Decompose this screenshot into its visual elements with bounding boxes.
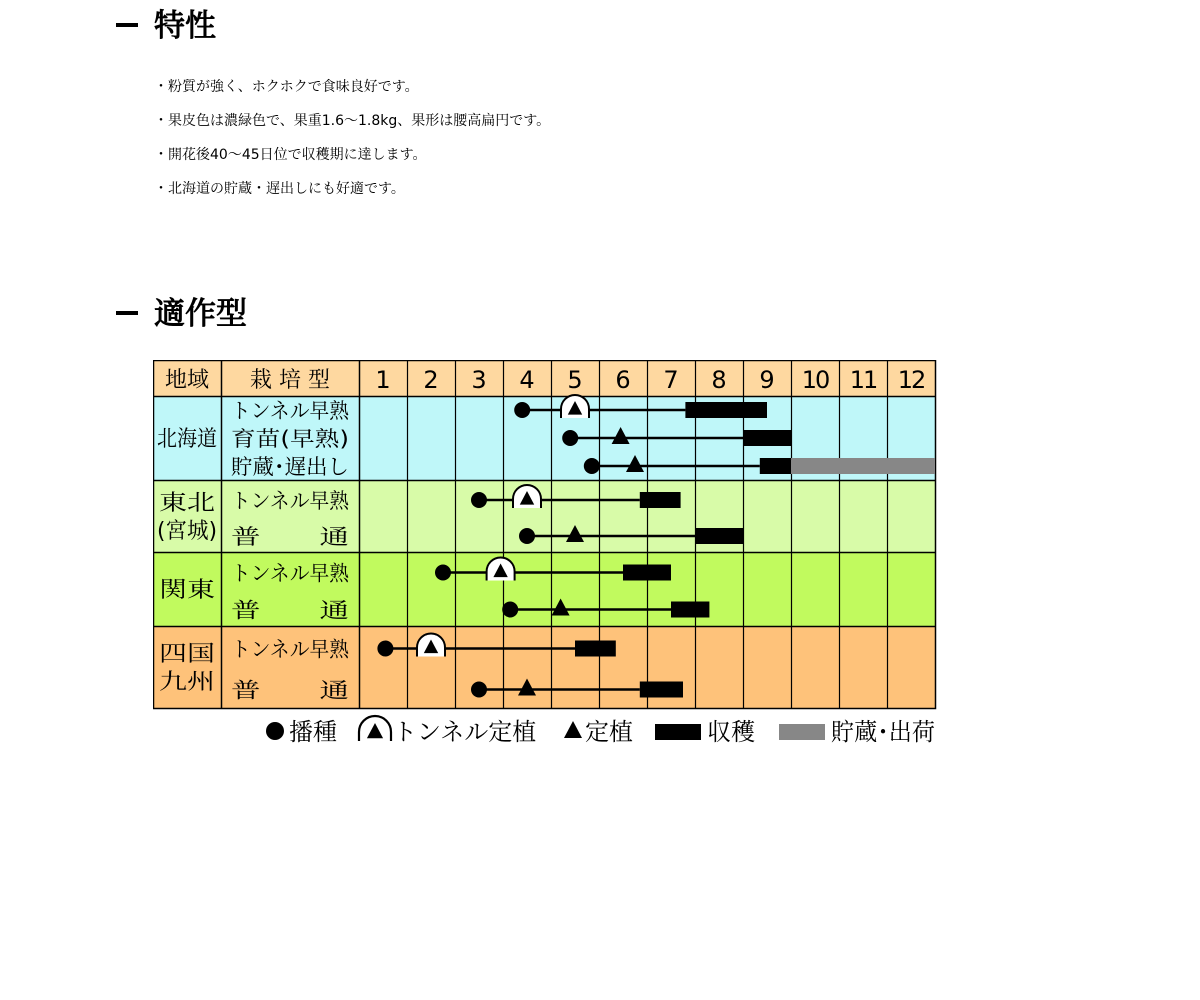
harvest-bar-1-1 (695, 528, 743, 544)
sow-point-0-0 (514, 402, 530, 418)
month-label-4: 4 (519, 366, 535, 394)
legend-storage-label: 貯蔵･出荷 (831, 718, 935, 746)
month-label-10: 10 (801, 366, 829, 394)
region-name-3-0: 四国 (159, 642, 215, 667)
type-label-3-1: 普 通 (231, 678, 349, 703)
harvest-bar-2-1 (671, 602, 709, 618)
sow-point-3-1 (471, 682, 487, 698)
feature-list (154, 78, 550, 214)
month-label-11: 11 (849, 366, 877, 394)
cropping-heading (116, 296, 247, 332)
legend-harvest-icon (655, 724, 701, 740)
storage-bar-0-2 (791, 458, 935, 474)
region-name-2-0: 関東 (159, 578, 215, 603)
feature-item: ・粉質が強く、ホクホクで食味良好です。 (154, 79, 419, 95)
month-label-2: 2 (423, 366, 439, 394)
month-label-12: 12 (897, 366, 925, 394)
month-label-1: 1 (375, 366, 391, 394)
schedule-svg (153, 360, 939, 750)
month-label-9: 9 (759, 366, 775, 394)
feature-item: ・北海道の貯蔵・遅出しにも好適です。 (154, 181, 405, 197)
region-name-3-1: 九州 (159, 670, 215, 695)
month-label-6: 6 (615, 366, 631, 394)
features-title: 特性 (154, 8, 216, 44)
sow-point-0-1 (562, 430, 578, 446)
feature-item: ・開花後40〜45日位で収穫期に達します。 (154, 147, 427, 163)
type-label-1-0: トンネル早熟 (231, 489, 350, 513)
legend-tunnel-label: トンネル定植 (393, 718, 537, 746)
harvest-bar-0-0 (685, 402, 767, 418)
legend-sow-icon (266, 722, 284, 740)
month-label-8: 8 (711, 366, 727, 394)
legend-sow-label: 播種 (289, 718, 337, 746)
cropping-schedule-chart (153, 360, 939, 754)
sow-point-2-1 (502, 602, 518, 618)
sow-point-2-0 (435, 565, 451, 581)
legend-storage-icon (779, 724, 825, 740)
month-label-3: 3 (471, 366, 487, 394)
type-label-0-1: 育苗(早熟) (231, 427, 349, 451)
sow-point-3-0 (377, 641, 393, 657)
harvest-bar-2-0 (623, 565, 671, 581)
header-type-label: 栽 培 型 (250, 368, 330, 393)
features-heading (116, 8, 216, 44)
feature-item: ・果皮色は濃緑色で、果重1.6〜1.8kg、果形は腰高扁円です。 (154, 113, 551, 129)
harvest-bar-0-1 (743, 430, 791, 446)
cropping-title: 適作型 (154, 296, 247, 332)
month-label-7: 7 (663, 366, 679, 394)
legend-plant-icon (564, 721, 582, 738)
type-label-2-1: 普 通 (231, 598, 349, 623)
heading-dash-icon (116, 311, 138, 315)
sow-point-0-2 (584, 458, 600, 474)
month-label-5: 5 (567, 366, 583, 394)
type-label-1-1: 普 通 (231, 525, 349, 549)
harvest-bar-0-2 (760, 458, 791, 474)
heading-dash-icon (116, 23, 138, 27)
type-label-3-0: トンネル早熟 (231, 637, 350, 662)
harvest-bar-1-0 (640, 492, 681, 508)
type-label-0-2: 貯蔵･遅出し (231, 455, 349, 479)
sow-point-1-0 (471, 492, 487, 508)
region-name-1-1: (宮城) (157, 519, 217, 544)
legend-plant-label: 定植 (585, 718, 633, 746)
sow-point-1-1 (519, 528, 535, 544)
header-region-label: 地域 (164, 368, 210, 393)
type-label-2-0: トンネル早熟 (231, 561, 350, 586)
harvest-bar-3-0 (575, 641, 616, 657)
type-label-0-0: トンネル早熟 (231, 399, 350, 423)
region-name-1-0: 東北 (159, 491, 215, 516)
legend-harvest-label: 収穫 (707, 718, 755, 746)
region-name-0-0: 北海道 (157, 427, 217, 452)
harvest-bar-3-1 (640, 682, 683, 698)
